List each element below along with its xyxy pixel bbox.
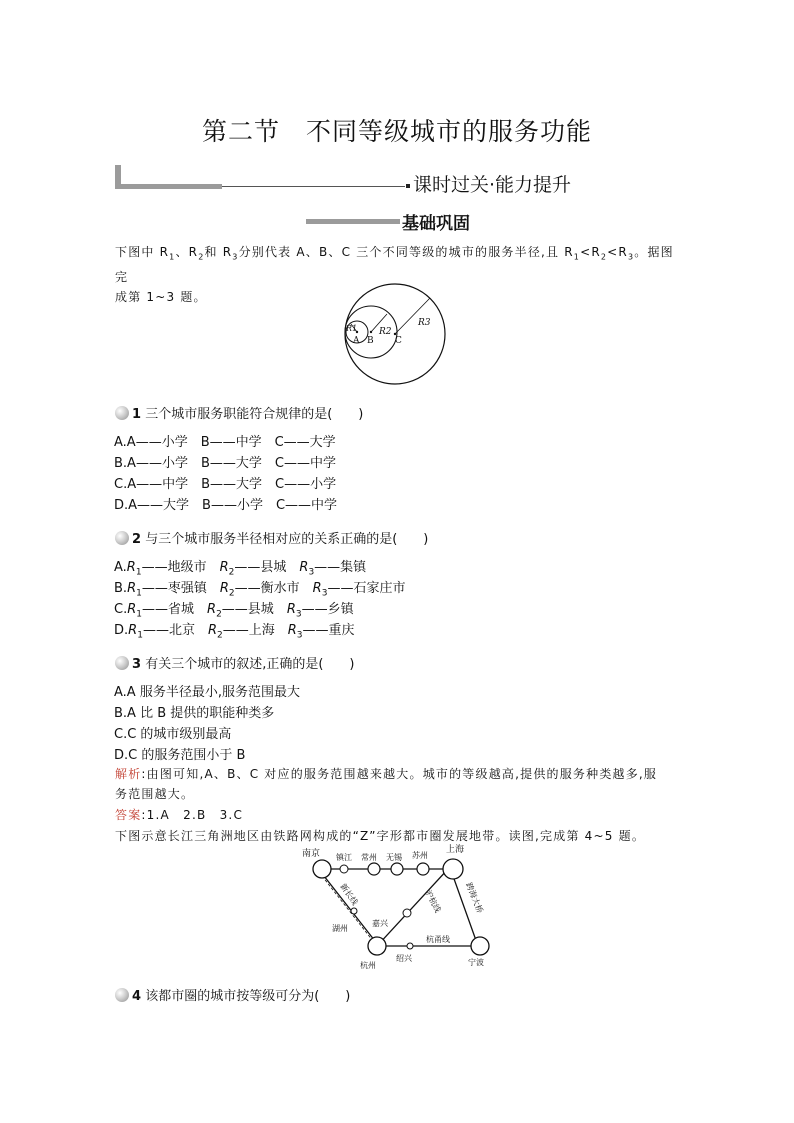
city-changzhou	[368, 863, 380, 875]
q1-option-b: B.A——小学 B——大学 C——中学	[114, 456, 336, 471]
city-wuxi	[391, 863, 403, 875]
label-shanghai: 上海	[446, 845, 465, 855]
label-huzhou: 湖州	[332, 924, 348, 933]
city-suzhou	[417, 863, 429, 875]
label-r2: R2	[379, 327, 392, 337]
label-xinchang-line: 新长线	[338, 881, 360, 907]
question-3: 3 有关三个城市的叙述,正确的是( )	[115, 653, 354, 672]
label-b: B	[367, 336, 374, 346]
service-radius-diagram	[340, 283, 450, 387]
q3-option-b: B.A 比 B 提供的职能种类多	[114, 706, 275, 721]
question-bullet-icon	[115, 406, 129, 420]
city-ningbo	[471, 937, 489, 955]
q1-option-c: C.A——中学 B——大学 C——小学	[114, 477, 337, 492]
answer-label: 答案	[115, 808, 142, 822]
label-huhang-line: 沪杭线	[423, 888, 443, 915]
label-wuxi: 无锡	[386, 853, 402, 862]
city-shaoxing	[407, 943, 413, 949]
page-title	[0, 112, 794, 148]
intro-paragraph-1: 下图中 $R_1$、$R_2$和 $R_3$分别代表 A、B、C 三个不同等级的城市的服务半径,且 $R_1<R_2<R_3$。据图完 成第 1~3 题。	[115, 245, 674, 305]
sub-header-bar	[306, 219, 400, 224]
label-jiaxing: 嘉兴	[372, 919, 388, 928]
section-label: 第二节	[201, 117, 280, 146]
header-dot	[406, 184, 410, 188]
q1-option-a: A.A——小学 B——中学 C——大学	[114, 435, 336, 450]
question-bullet-icon	[115, 531, 129, 545]
header-rule	[222, 186, 405, 187]
label-c: C	[395, 336, 402, 346]
q2-option-d: $D.R_1——$北京 $R_2——$上海 $R_3——$重庆	[114, 623, 355, 641]
q2-option-a: $A.R_1——$地级市 $R_2——$县城 $R_3——$集镇	[114, 560, 367, 578]
question-1: 1 三个城市服务职能符合规律的是( )	[115, 403, 363, 422]
analysis-label: 解析	[115, 767, 142, 781]
answer: 答案:1.A 2.B 3.C	[115, 808, 244, 822]
q3-option-d: D.C 的服务范围小于 B	[114, 748, 246, 763]
question-bullet-icon	[115, 988, 129, 1002]
city-shanghai	[443, 859, 463, 879]
label-a: A	[353, 336, 360, 346]
question-bullet-icon	[115, 656, 129, 670]
q1-option-d: D.A——大学 B——小学 C——中学	[114, 498, 338, 513]
label-suzhou: 苏州	[412, 851, 428, 860]
label-hangzhou: 杭州	[360, 961, 376, 970]
label-r1: R1	[346, 324, 358, 333]
header-bar-decoration	[115, 184, 222, 189]
q3-option-a: A.A 服务半径最小,服务范围最大	[114, 685, 300, 700]
section-name: 不同等级城市的服务功能	[306, 117, 593, 146]
q2-option-b: $B.R_1——$枣强镇 $R_2——$衡水市 $R_3——$石家庄市	[114, 581, 406, 599]
city-hangzhou	[368, 937, 386, 955]
lesson-header: 课时过关·能力提升	[413, 174, 572, 196]
q2-option-c: $C.R_1——$省城 $R_2——$县城 $R_3——$乡镇	[114, 602, 354, 620]
yangtze-delta-rail-map	[300, 842, 500, 972]
analysis: 解析:由图可知,A、B、C 对应的服务范围越来越大。城市的等级越高,提供的服务种类越多,服 务范围越大。	[115, 767, 658, 801]
label-nanjing: 南京	[302, 849, 321, 859]
intro-paragraph-2: 下图示意长江三角洲地区由铁路网构成的“Z”字形都市圈发展地带。读图,完成第 4~5 题。	[115, 829, 646, 843]
label-sea-bridge: 跨海大桥	[464, 881, 485, 915]
label-ningbo: 宁波	[468, 958, 484, 967]
city-zhenjiang	[340, 865, 348, 873]
label-zhenjiang: 镇江	[336, 853, 352, 862]
sub-header: 基础巩固	[402, 214, 470, 234]
label-changzhou: 常州	[361, 853, 377, 862]
q3-option-c: C.C 的城市级别最高	[114, 727, 232, 742]
label-shaoxing: 绍兴	[396, 954, 412, 963]
question-4: 4 该都市圈的城市按等级可分为( )	[115, 985, 350, 1004]
city-huzhou	[351, 908, 357, 914]
label-hangyong-line: 杭甬线	[426, 935, 450, 944]
city-jiaxing	[403, 909, 411, 917]
question-2: 2 与三个城市服务半径相对应的关系正确的是( )	[115, 528, 428, 547]
city-nanjing	[313, 860, 331, 878]
label-r3: R3	[418, 318, 431, 328]
